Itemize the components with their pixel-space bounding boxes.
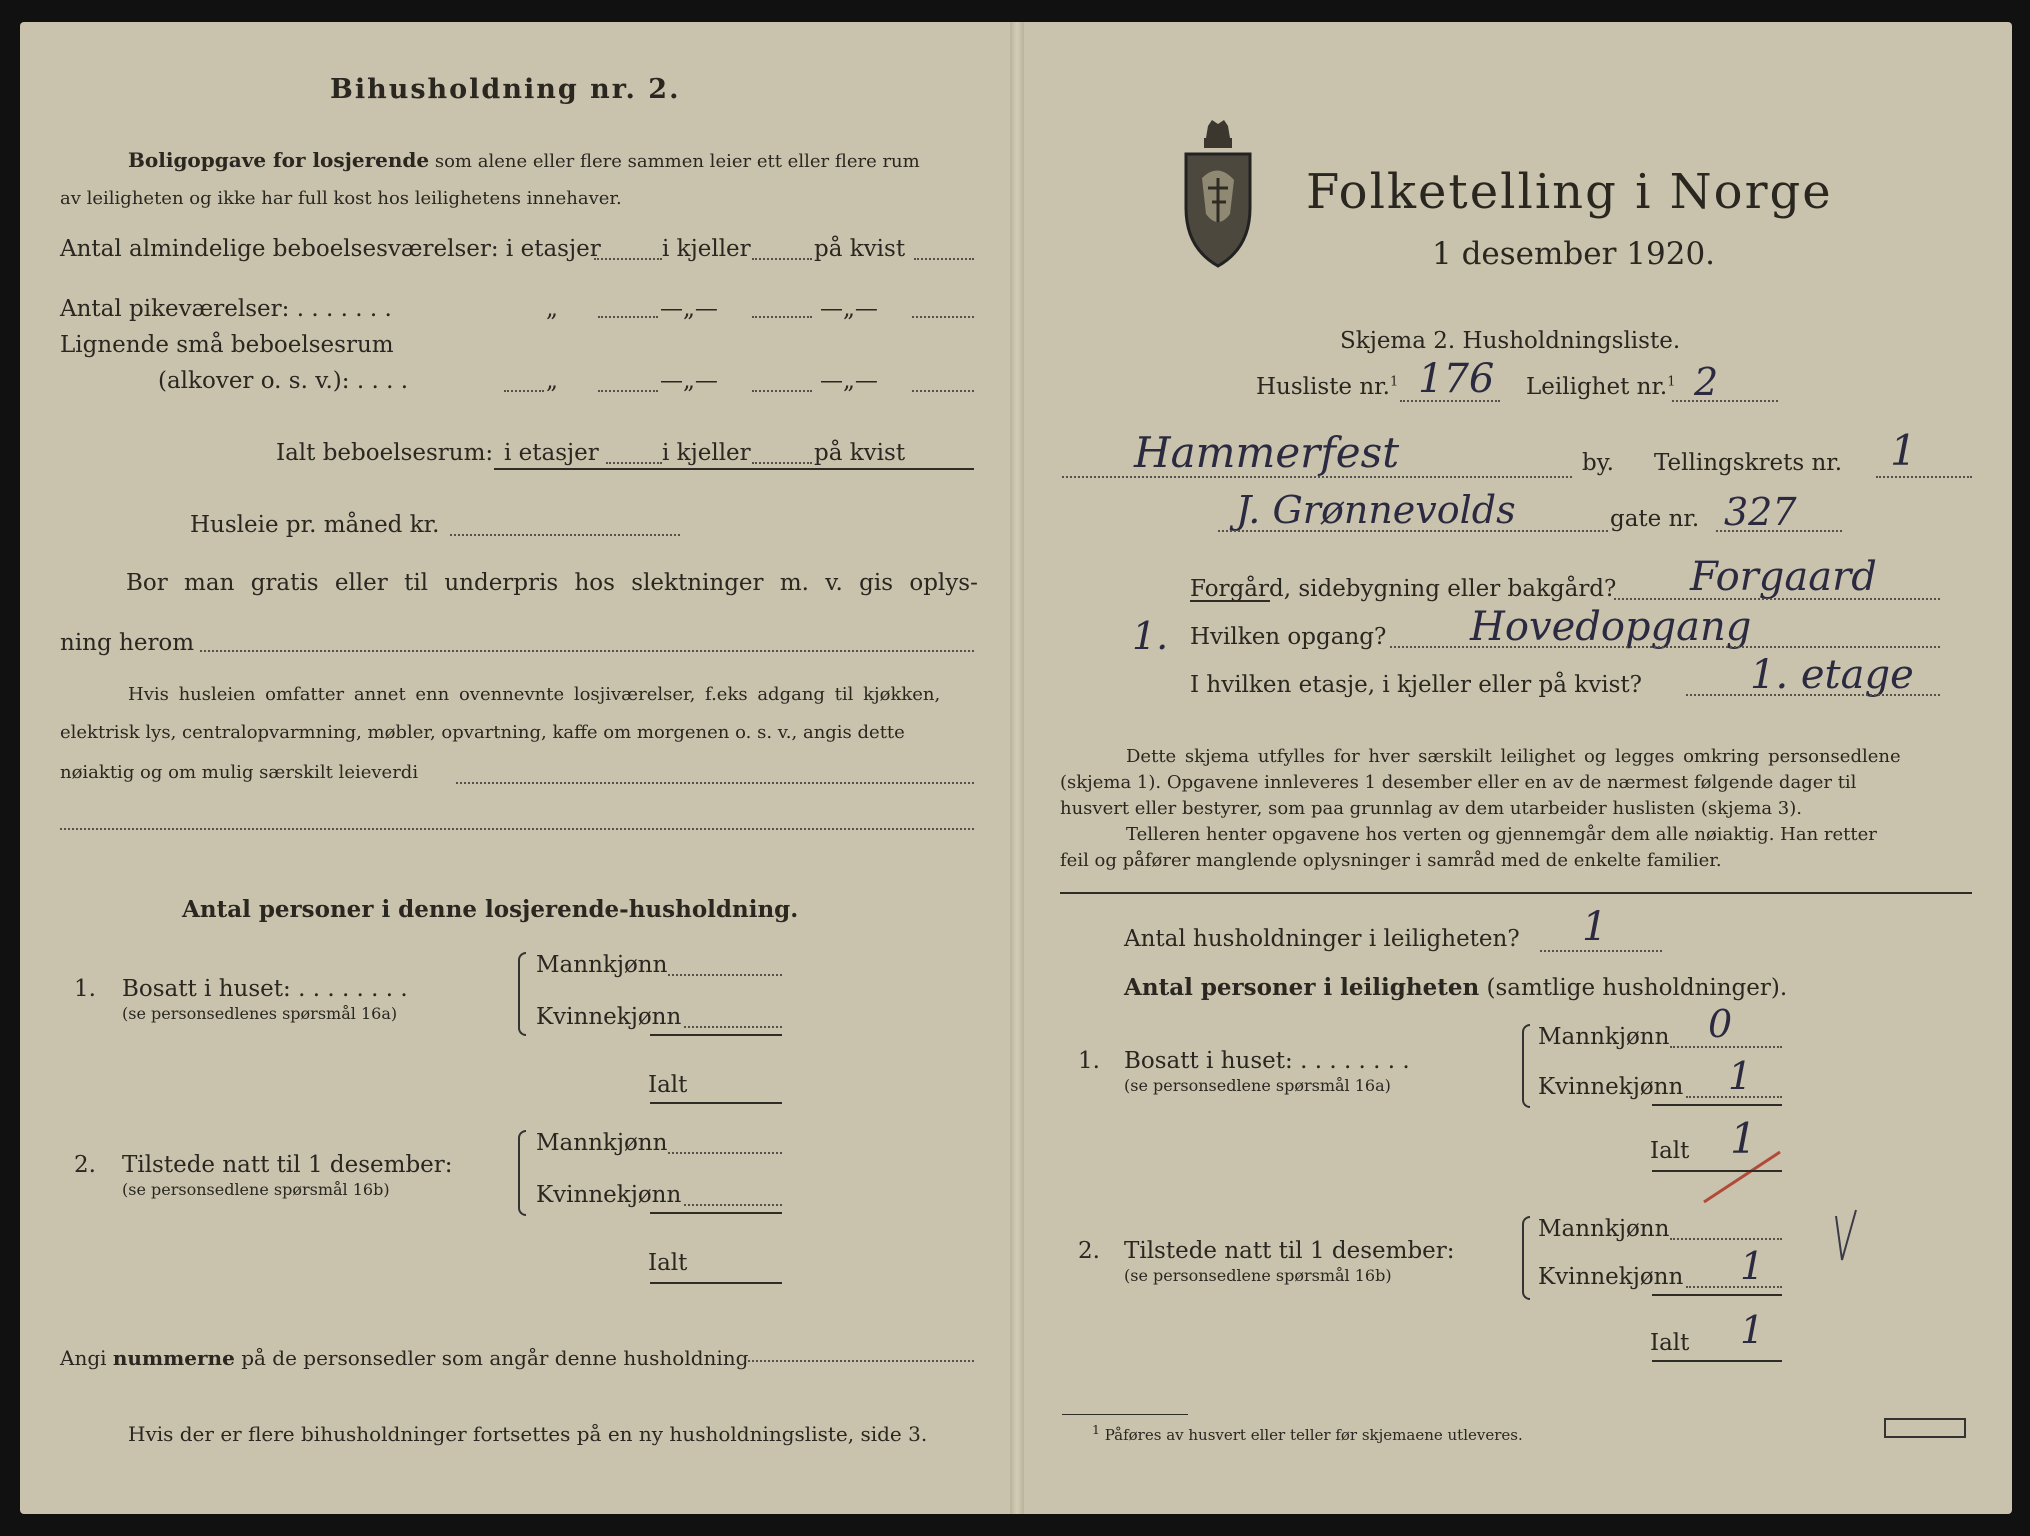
note-line2: elektrisk lys, centralopvarmning, møbler, opvartning, kaffe om morgenen o. s. v., angis dette xyxy=(60,722,905,743)
husliste-label xyxy=(1256,374,1398,400)
alkover-ditto-1: „ xyxy=(546,368,558,394)
right-q2-ialt: Ialt xyxy=(1650,1330,1690,1356)
right-q2-num: 2. xyxy=(1078,1238,1100,1264)
info-line3: husvert eller bestyrer, som paa grunnlag av dem utarbeider huslisten (skjema 3). xyxy=(1060,798,1802,819)
forgard-underline xyxy=(1190,600,1270,602)
footnote xyxy=(1092,1422,1523,1444)
households-value[interactable]: 1 xyxy=(1582,904,1608,950)
left-q2-brace xyxy=(518,1130,526,1216)
right-q1-ialt: Ialt xyxy=(1650,1138,1690,1164)
forgard-label: Forgård, sidebygning eller bakgård? xyxy=(1190,576,1617,602)
leilighet-footnote-mark: 1 xyxy=(1667,374,1676,390)
ialt-rooms-underline xyxy=(494,468,974,470)
right-title: Folketelling i Norge xyxy=(1306,164,1833,220)
pike-field-3[interactable] xyxy=(912,316,974,318)
left-intro-line2: av leiligheten og ikke har full kost hos leilighetens innehaver. xyxy=(60,188,622,209)
rooms-etasjer-field[interactable] xyxy=(594,258,662,260)
info-divider xyxy=(1060,892,1972,894)
etasje-value[interactable]: 1. etage xyxy=(1750,652,1914,698)
left-q1-sum-line xyxy=(650,1034,782,1036)
right-q2-brace xyxy=(1522,1216,1530,1300)
intro-bold: Boligopgave for losjerende xyxy=(128,148,430,172)
street-value[interactable]: J. Grønnevolds xyxy=(1236,488,1516,532)
gate-label: gate nr. xyxy=(1610,506,1700,532)
rooms-kjeller-label: i kjeller xyxy=(662,236,751,262)
rent-label: Husleie pr. måned kr. xyxy=(190,512,440,538)
right-q2-kvinne-field xyxy=(1686,1286,1782,1288)
left-q2-ialt: Ialt xyxy=(648,1250,688,1276)
husliste-value[interactable]: 176 xyxy=(1418,356,1495,402)
husliste-field xyxy=(1400,400,1500,402)
right-q2-sum-line xyxy=(1652,1294,1782,1296)
right-date: 1 desember 1920. xyxy=(1432,236,1716,272)
alkover-label: (alkover o. s. v.): . . . . xyxy=(158,368,409,394)
left-q1-mann-field[interactable] xyxy=(668,974,782,976)
page-fold xyxy=(1010,22,1024,1514)
pike-ditto-1: „ xyxy=(546,296,558,322)
info-line2: (skjema 1). Opgavene innleveres 1 desember eller en av de nærmest følgende dager til xyxy=(1060,772,1857,793)
leilighet-label-text: Leilighet nr. xyxy=(1526,374,1668,400)
ialt-rooms-label: Ialt beboelsesrum: xyxy=(276,440,494,466)
left-q2-num: 2. xyxy=(74,1152,96,1178)
left-title: Bihusholdning nr. 2. xyxy=(330,74,681,105)
left-q1-label: Bosatt i huset: . . . . . . . . xyxy=(122,976,408,1002)
left-q2-kvinne: Kvinnekjønn xyxy=(536,1182,682,1208)
numbers-bold: nummerne xyxy=(112,1346,235,1370)
etasje-label: I hvilken etasje, i kjeller eller på kvist? xyxy=(1190,672,1642,698)
left-q1-ialt: Ialt xyxy=(648,1072,688,1098)
footnote-rule xyxy=(1062,1414,1188,1415)
gratis-line2: ning herom xyxy=(60,630,195,656)
left-q2-mann: Mannkjønn xyxy=(536,1130,668,1156)
forgard-field xyxy=(1614,598,1940,600)
ialt-rooms-etasjer: i etasjer xyxy=(504,440,599,466)
krets-field xyxy=(1876,476,1972,478)
left-q1-num: 1. xyxy=(74,976,96,1002)
pike-field-1[interactable] xyxy=(598,316,658,318)
coat-of-arms-icon xyxy=(1178,118,1258,268)
left-persons-heading: Antal personer i denne losjerende-husholdning. xyxy=(182,896,799,923)
printer-stamp xyxy=(1884,1418,1966,1438)
gate-field xyxy=(1716,530,1842,532)
red-check-mark-icon xyxy=(1700,1148,1790,1208)
footnote-text: Påføres av husvert eller teller før skjemaene utleveres. xyxy=(1104,1426,1523,1444)
city-value[interactable]: Hammerfest xyxy=(1134,428,1400,477)
right-q1-sub: (se personsedlene spørsmål 16a) xyxy=(1124,1076,1391,1095)
rooms-kvist-field[interactable] xyxy=(914,258,974,260)
city-field xyxy=(1062,476,1572,478)
right-q1-mann: Mannkjønn xyxy=(1538,1024,1670,1050)
leieverdi-field[interactable] xyxy=(456,782,974,784)
numbers-line xyxy=(60,1346,748,1370)
right-q2-label: Tilstede natt til 1 desember: xyxy=(1124,1238,1455,1264)
alkover-field-2[interactable] xyxy=(752,390,812,392)
alkover-field-3[interactable] xyxy=(912,390,974,392)
right-q1-mann-field xyxy=(1670,1046,1782,1048)
right-q1-brace xyxy=(1522,1024,1530,1108)
forgard-value[interactable]: Forgaard xyxy=(1690,554,1877,600)
by-label: by. xyxy=(1582,450,1614,476)
leilighet-value[interactable]: 2 xyxy=(1694,360,1719,404)
right-q2-kvinne-value[interactable]: 1 xyxy=(1740,1244,1765,1288)
left-q1-brace xyxy=(518,952,526,1036)
right-q1-sum-line xyxy=(1652,1104,1782,1106)
households-label: Antal husholdninger i leiligheten? xyxy=(1124,926,1520,952)
numbers-pre: Angi xyxy=(60,1346,107,1370)
note-line3: nøiaktig og om mulig særskilt leieverdi xyxy=(60,762,419,783)
right-q1-label: Bosatt i huset: . . . . . . . . xyxy=(1124,1048,1410,1074)
right-q1-ialt-value[interactable]: 1 xyxy=(1730,1114,1757,1163)
gratis-line1: Bor man gratis eller til underpris hos slektninger m. v. gis oplys- xyxy=(126,570,978,596)
krets-value[interactable]: 1 xyxy=(1890,426,1917,475)
right-persons-line xyxy=(1124,974,1787,1001)
right-q2-ialt-line xyxy=(1652,1360,1782,1362)
numbers-post: på de personsedler som angår denne husholdning xyxy=(241,1346,749,1370)
gratis-field[interactable] xyxy=(200,650,974,652)
left-q1-mann: Mannkjønn xyxy=(536,952,668,978)
footnote-sup: 1 xyxy=(1092,1422,1100,1437)
left-q2-ialt-line[interactable] xyxy=(650,1282,782,1284)
right-q2-mann-field[interactable] xyxy=(1670,1238,1782,1240)
left-q1-kvinne: Kvinnekjønn xyxy=(536,1004,682,1030)
schema-label: Skjema 2. Husholdningsliste. xyxy=(1340,328,1681,354)
info-line5: feil og påfører manglende oplysninger i samråd med de enkelte familier. xyxy=(1060,850,1722,871)
right-persons-bold: Antal personer i leiligheten xyxy=(1124,974,1480,1001)
left-q2-sub: (se personsedlene spørsmål 16b) xyxy=(122,1180,390,1199)
right-q2-ialt-value[interactable]: 1 xyxy=(1740,1308,1765,1352)
left-q1-kvinne-field[interactable] xyxy=(684,1026,782,1028)
ialt-kjeller-field[interactable] xyxy=(752,462,812,464)
opgang-field xyxy=(1390,646,1940,648)
left-q2-kvinne-field[interactable] xyxy=(684,1204,782,1206)
right-q1-ialt-line xyxy=(1652,1170,1782,1172)
numbers-field[interactable] xyxy=(748,1360,974,1362)
pike-field-2[interactable] xyxy=(752,316,812,318)
right-q1-mann-value[interactable]: 0 xyxy=(1708,1002,1733,1046)
left-q2-mann-field[interactable] xyxy=(668,1152,782,1154)
etasje-field xyxy=(1686,694,1940,696)
opgang-mark: 1. xyxy=(1132,614,1169,658)
left-intro xyxy=(128,148,920,172)
small-rooms-label: Lignende små beboelsesrum xyxy=(60,332,394,358)
info-line1: Dette skjema utfylles for hver særskilt leilighet og legges omkring personsedlene xyxy=(1126,746,1901,767)
right-q1-kvinne-field xyxy=(1686,1096,1782,1098)
opgang-label: Hvilken opgang? xyxy=(1190,624,1387,650)
rooms-label: Antal almindelige beboelsesværelser: i etasjer xyxy=(60,236,601,262)
right-q2-mann: Mannkjønn xyxy=(1538,1216,1670,1242)
gate-value[interactable]: 327 xyxy=(1724,490,1797,534)
right-q2-sub: (se personsedlene spørsmål 16b) xyxy=(1124,1266,1392,1285)
pike-ditto-2: —„— xyxy=(660,296,718,322)
rent-field[interactable] xyxy=(450,534,680,536)
right-q1-num: 1. xyxy=(1078,1048,1100,1074)
alkover-field-1[interactable] xyxy=(598,390,658,392)
info-line4: Telleren henter opgavene hos verten og gjennemgår dem alle nøiaktig. Han retter xyxy=(1126,824,1877,845)
rooms-kjeller-field[interactable] xyxy=(752,258,812,260)
note-line1: Hvis husleien omfatter annet enn ovennevnte losjiværelser, f.eks adgang til kjøkken, xyxy=(128,684,941,705)
alkover-ditto-2: —„— xyxy=(660,368,718,394)
ialt-rooms-kvist: på kvist xyxy=(814,440,906,466)
alkover-field-0[interactable] xyxy=(504,390,544,392)
ialt-etasjer-field[interactable] xyxy=(606,462,662,464)
households-field xyxy=(1540,950,1662,952)
rooms-kvist-label: på kvist xyxy=(814,236,906,262)
husliste-label-text: Husliste nr. xyxy=(1256,374,1390,400)
right-persons-rest: (samtlige husholdninger). xyxy=(1486,975,1788,1001)
right-q1-kvinne: Kvinnekjønn xyxy=(1538,1074,1684,1100)
continue-note: Hvis der er flere bihusholdninger fortsettes på en ny husholdningsliste, side 3. xyxy=(128,1422,928,1446)
tick-mark-icon xyxy=(1832,1206,1862,1266)
right-q2-kvinne: Kvinnekjønn xyxy=(1538,1264,1684,1290)
krets-label: Tellingskrets nr. xyxy=(1654,450,1843,476)
ialt-rooms-kjeller: i kjeller xyxy=(662,440,751,466)
street-field xyxy=(1218,530,1608,532)
alkover-ditto-3: —„— xyxy=(820,368,878,394)
intro-rest: som alene eller flere sammen leier ett eller flere rum xyxy=(434,151,920,172)
left-q2-label: Tilstede natt til 1 desember: xyxy=(122,1152,453,1178)
opgang-value[interactable]: Hovedopgang xyxy=(1470,604,1752,650)
pike-label: Antal pikeværelser: . . . . . . . xyxy=(60,296,392,322)
left-q1-sub: (se personsedlenes spørsmål 16a) xyxy=(122,1004,398,1023)
leieverdi-field-2[interactable] xyxy=(60,828,974,830)
left-q1-ialt-line[interactable] xyxy=(650,1102,782,1104)
pike-ditto-3: —„— xyxy=(820,296,878,322)
left-q2-sum-line xyxy=(650,1212,782,1214)
leilighet-label xyxy=(1526,374,1676,400)
leilighet-field xyxy=(1672,400,1778,402)
husliste-footnote-mark: 1 xyxy=(1389,374,1399,390)
right-q1-kvinne-value[interactable]: 1 xyxy=(1728,1054,1753,1098)
